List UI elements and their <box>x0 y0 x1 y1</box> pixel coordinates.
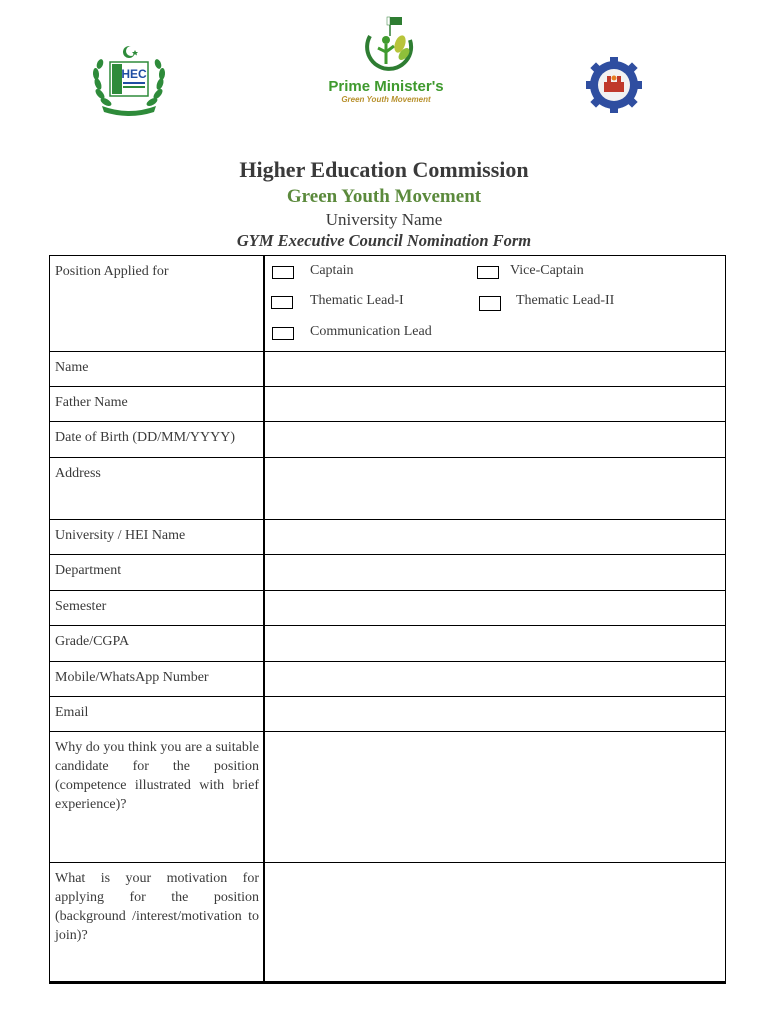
field-input-name[interactable] <box>264 352 726 387</box>
form-row-suitability <box>50 732 726 863</box>
option-label: Communication Lead <box>310 324 432 339</box>
pm-logo-title: Prime Minister's <box>328 78 444 95</box>
field-input-university[interactable] <box>264 520 726 555</box>
page-title: Higher Education Commission <box>239 157 529 182</box>
option-label: Captain <box>310 263 354 278</box>
form-row-address <box>50 458 726 520</box>
field-label-mobile: Mobile/WhatsApp Number <box>50 662 265 697</box>
pm-logo-subtitle: Green Youth Movement <box>341 95 431 104</box>
field-input-mobile[interactable] <box>264 662 726 697</box>
question-motivation: What is your motivation for applying for the position (background /interest/motivation to join)? <box>50 863 265 983</box>
pm-green-youth-logo <box>320 14 452 108</box>
field-label-semester: Semester <box>50 591 265 626</box>
option-label: Thematic Lead-II <box>516 293 615 308</box>
field-label-name: Name <box>50 352 265 387</box>
svg-text:HEC: HEC <box>121 67 147 81</box>
thematic-lead-1-checkbox[interactable] <box>271 296 293 309</box>
position-label: Position Applied for <box>50 256 265 352</box>
field-input-address[interactable] <box>264 458 726 520</box>
form-row-motivation <box>50 863 726 983</box>
form-title: GYM Executive Council Nomination Form <box>236 231 532 250</box>
field-input-email[interactable] <box>264 697 726 732</box>
form-row-dob <box>50 422 726 458</box>
field-label-address: Address <box>50 458 265 520</box>
page-subtitle: Green Youth Movement <box>286 186 482 207</box>
field-label-father-name: Father Name <box>50 387 265 422</box>
form-row-semester <box>50 591 726 626</box>
option-label: Thematic Lead-I <box>310 293 404 308</box>
form-row-email <box>50 697 726 732</box>
form-row-department <box>50 555 726 591</box>
university-name: University Name <box>325 210 443 229</box>
form-row-grade <box>50 626 726 662</box>
field-label-email: Email <box>50 697 265 732</box>
answer-suitability[interactable] <box>264 732 726 863</box>
vice-captain-checkbox[interactable] <box>477 266 499 279</box>
university-gear-logo <box>574 56 654 114</box>
field-label-dob: Date of Birth (DD/MM/YYYY) <box>50 422 265 458</box>
field-label-university: University / HEI Name <box>50 520 265 555</box>
answer-motivation[interactable] <box>264 863 726 983</box>
field-input-father-name[interactable] <box>264 387 726 422</box>
hec-logo <box>88 44 170 118</box>
field-input-semester[interactable] <box>264 591 726 626</box>
field-label-grade: Grade/CGPA <box>50 626 265 662</box>
form-header <box>0 156 768 251</box>
nomination-form-table <box>49 255 726 984</box>
question-suitability: Why do you think you are a suitable candidate for the position (competence illustrated with brief experience)? <box>50 732 265 863</box>
captain-checkbox[interactable] <box>272 266 294 279</box>
option-label: Vice-Captain <box>510 263 584 278</box>
field-input-grade[interactable] <box>264 626 726 662</box>
position-options <box>264 256 726 352</box>
form-row-name <box>50 352 726 387</box>
communication-lead-checkbox[interactable] <box>272 327 294 340</box>
position-row <box>50 256 726 352</box>
form-row-father-name <box>50 387 726 422</box>
form-row-mobile <box>50 662 726 697</box>
field-label-department: Department <box>50 555 265 591</box>
thematic-lead-2-checkbox[interactable] <box>479 296 501 311</box>
form-row-university <box>50 520 726 555</box>
field-input-department[interactable] <box>264 555 726 591</box>
field-input-dob[interactable] <box>264 422 726 458</box>
